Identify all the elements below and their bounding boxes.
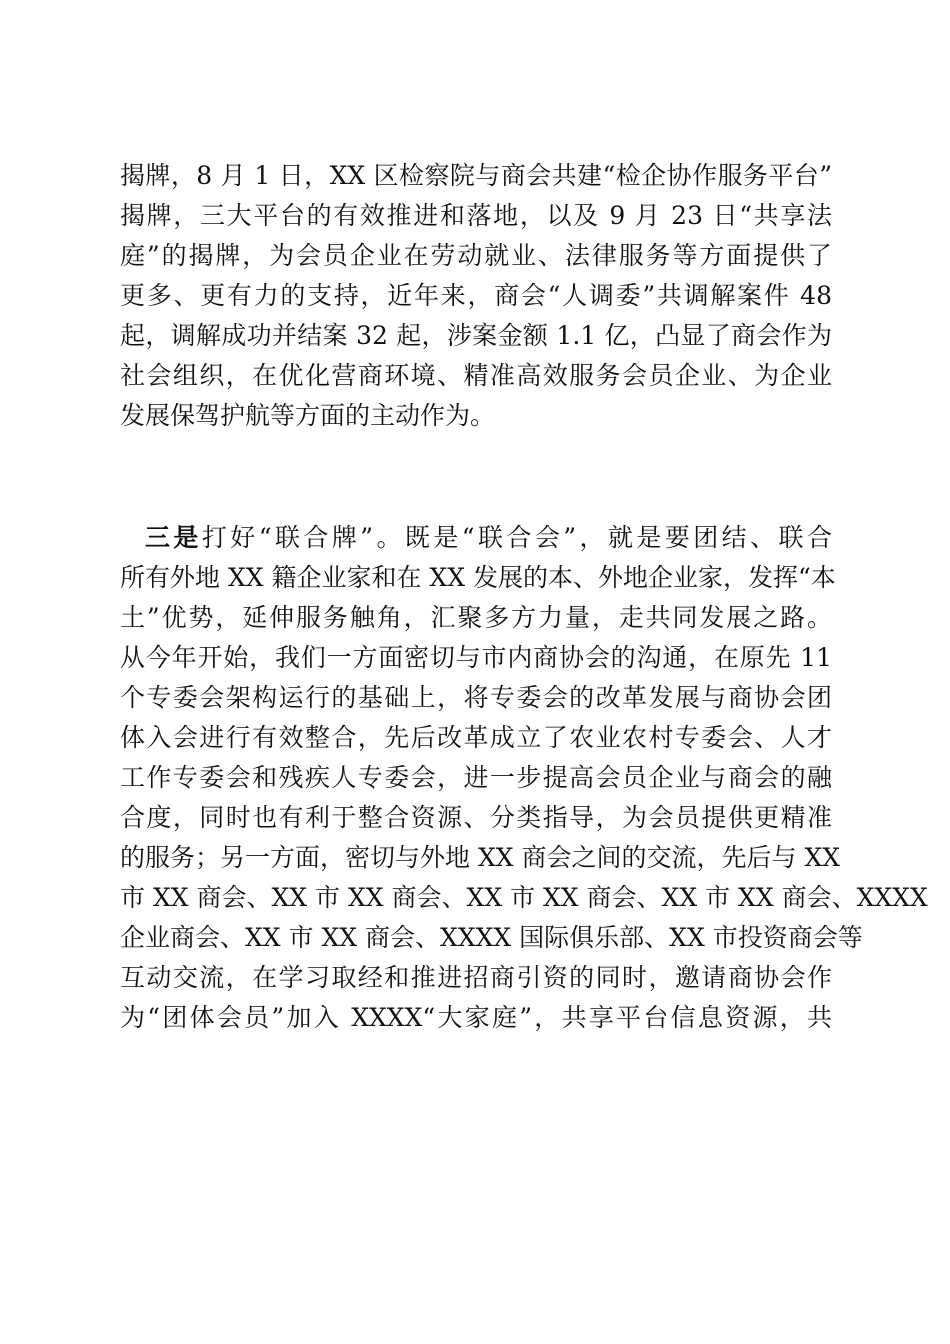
paragraph-2-first-line-text: 打好“联合牌”。既是“联合会”，就是要团结、联合 (201, 523, 832, 552)
paragraph-1-line: 更多、更有力的支持，近年来，商会“人调委”共调解案件 48 (120, 281, 832, 310)
paragraph-2-line: 个专委会架构运行的基础上，将专委会的改革发展与商协会团 (120, 683, 832, 712)
paragraph-1-line: 庭”的揭牌，为会员企业在劳动就业、法律服务等方面提供了 (120, 241, 832, 270)
paragraph-1 (120, 156, 832, 436)
paragraph-2-line: 土”优势，延伸服务触角，汇聚多方力量，走共同发展之路。 (120, 603, 832, 632)
paragraph-2-line: 合度，同时也有利于整合资源、分类指导，为会员提供更精准 (120, 803, 832, 832)
paragraph-1-line: 社会组织，在优化营商环境、精准高效服务会员企业、为企业 (120, 361, 832, 390)
paragraph-2-line: 企业商会、XX 市 XX 商会、XXXX 国际俱乐部、XX 市投资商会等 (120, 923, 863, 952)
paragraph-2-line: 为“团体会员”加入 XXXX“大家庭”，共享平台信息资源，共 (120, 1003, 832, 1032)
paragraph-2-lead-heading: 三是 (145, 523, 202, 552)
paragraph-2-line: 的服务；另一方面，密切与外地 XX 商会之间的交流，先后与 XX (120, 843, 841, 872)
paragraph-2-first-line (120, 518, 832, 558)
paragraph-1-line: 揭牌，8 月 1 日，XX 区检察院与商会共建“检企协作服务平台” (120, 161, 832, 190)
paragraph-1-line: 揭牌，三大平台的有效推进和落地，以及 9 月 23 日“共享法 (120, 201, 832, 230)
paragraph-2-line: 互动交流，在学习取经和推进招商引资的同时，邀请商协会作 (120, 963, 832, 992)
paragraph-2-line: 工作专委会和残疾人专委会，进一步提高会员企业与商会的融 (120, 763, 832, 792)
paragraph-2-line: 从今年开始，我们一方面密切与市内商协会的沟通，在原先 11 (120, 643, 832, 672)
paragraph-1-line: 起，调解成功并结案 32 起，涉案金额 1.1 亿，凸显了商会作为 (120, 321, 832, 350)
paragraph-2-line: 市 XX 商会、XX 市 XX 商会、XX 市 XX 商会、XX 市 XX 商会、XXXX (120, 883, 928, 912)
paragraph-2-line: 体入会进行有效整合，先后改革成立了农业农村专委会、人才 (120, 723, 832, 752)
paragraph-1-line: 发展保驾护航等方面的主动作为。 (120, 401, 496, 430)
paragraph-2-line: 所有外地 XX 籍企业家和在 XX 发展的本、外地企业家，发挥“本 (120, 563, 836, 592)
paragraph-2 (120, 518, 928, 1038)
